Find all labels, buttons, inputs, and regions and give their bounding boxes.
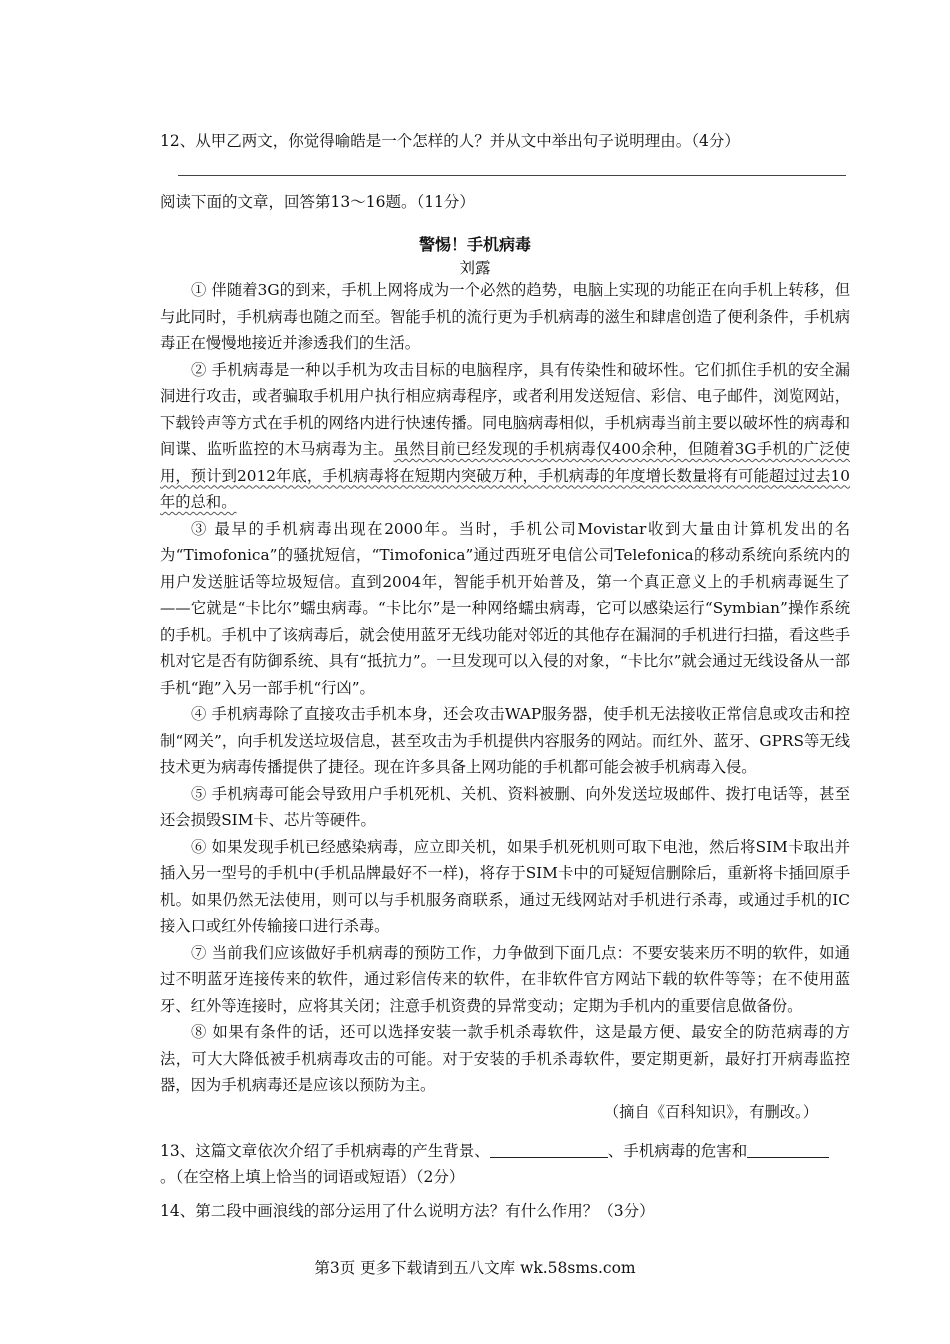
paragraph-4: ④ 手机病毒除了直接攻击手机本身，还会攻击WAP服务器，使手机无法接收正常信息或攻击和控制“网关”，向手机发送垃圾信息，甚至攻击为手机提供内容服务的网站。而红外、蓝牙、GPRS等无线技术更为病毒传播提供了捷径。现在许多具备上网功能的手机都可能会被手机病毒入侵。 — [160, 705, 850, 776]
article-source: （摘自《百科知识》，有删改。） — [603, 1102, 818, 1121]
article-body — [160, 277, 850, 1125]
reading-instructions: 阅读下面的文章，回答第13～16题。（11分） — [160, 193, 475, 211]
question-14: 14、第二段中画浪线的部分运用了什么说明方法？有什么作用？（3分） — [160, 1202, 655, 1220]
article-author: 刘露 — [459, 259, 491, 277]
page-footer: 第3页 更多下载请到五八文库 wk.58sms.com — [314, 1259, 636, 1277]
paragraph-6: ⑥ 如果发现手机已经感染病毒，应立即关机，如果手机死机则可取下电池，然后将SIM卡取出并插入另一型号的手机中(手机品牌最好不一样)，将存于SIM卡中的可疑短信删除后，重新将卡插回原手机。如果仍然无法使用，则可以与手机服务商联系，通过无线网站对手机进行杀毒，或通过手机的IC接入口或红外传输接口进行杀毒。 — [160, 837, 850, 935]
wavy-underlined-text: 虽然目前已经发现的手机病毒仅400余种，但随着3G手机的广泛使用，预计到2012年底，手机病毒将在短期内突破万种，手机病毒的年度增长数量将有可能超过过去10年的总和。 — [160, 440, 850, 511]
fill-blank-2[interactable] — [747, 1143, 829, 1158]
paragraph-2-text: ② 手机病毒是一种以手机为攻击目标的电脑程序，具有传染性和破坏性。它们抓住手机的安全漏洞进行攻击，或者骗取手机用户执行相应病毒程序，或者利用发送短信、彩信、电子邮件，浏览网站，下载铃声等方式在手机的网络内进行快速传播。同电脑病毒相似，手机病毒当前主要以破坏性的病毒和间谍、监听监控的木马病毒为主。 — [160, 360, 850, 458]
question-12: 12、从甲乙两文，你觉得喻皓是一个怎样的人？并从文中举出句子说明理由。（4分） — [160, 132, 740, 150]
answer-line — [178, 175, 846, 176]
q13-text-part2: 、手机病毒的危害和 — [607, 1142, 748, 1160]
question-13 — [160, 1138, 850, 1190]
paragraph-7: ⑦ 当前我们应该做好手机病毒的预防工作，力争做到下面几点：不要安装来历不明的软件，如通过不明蓝牙连接传来的软件，通过彩信传来的软件，在非软件官方网站下载的软件等等；在不使用蓝牙、红外等连接时，应将其关闭；注意手机资费的异常变动；定期为手机内的重要信息做备份。 — [160, 943, 850, 1015]
paragraph-1: ① 伴随着3G的到来，手机上网将成为一个必然的趋势，电脑上实现的功能正在向手机上转移，但与此同时，手机病毒也随之而至。智能手机的流行更为手机病毒的滋生和肆虐创造了便利条件，手机病毒正在慢慢地接近并渗透我们的生活。 — [160, 281, 850, 352]
article-title: 警惕！手机病毒 — [418, 235, 531, 254]
q13-text-part3: 。（在空格上填上恰当的词语或短语）（2分） — [160, 1168, 465, 1186]
paragraph-8: ⑧ 如果有条件的话，还可以选择安装一款手机杀毒软件，这是最方便、最安全的防范病毒的方法，可大大降低被手机病毒攻击的可能。对于安装的手机杀毒软件，要定期更新，最好打开病毒监控器，因为手机病毒还是应该以预防为主。 — [160, 1023, 850, 1094]
q13-text-part1: 13、这篇文章依次介绍了手机病毒的产生背景、 — [160, 1142, 490, 1160]
paragraph-5: ⑤ 手机病毒可能会导致用户手机死机、关机、资料被删、向外发送垃圾邮件、拨打电话等，甚至还会损毁SIM卡、芯片等硬件。 — [160, 784, 850, 829]
paragraph-2 — [160, 357, 850, 516]
fill-blank-1[interactable] — [490, 1143, 608, 1158]
paragraph-3: ③ 最早的手机病毒出现在2000年。当时，手机公司Movistar收到大量由计算机发出的名为“Timofonica”的骚扰短信，“Timofonica”通过西班牙电信公司Telefonica的移动系统向系统内的用户发送脏话等垃圾短信。直到2004年，智能手机开始普及，第一个真正意义上的手机病毒诞生了——它就是“卡比尔”蠕虫病毒。“卡比尔”是一种网络蠕虫病毒，它可以感染运行“Symbian”操作系统的手机。手机中了该病毒后，就会使用蓝牙无线功能对邻近的其他存在漏洞的手机进行扫描，看这些手机对它是否有防御系统、具有“抵抗力”。一旦发现可以入侵的对象，“卡比尔”就会通过无线设备从一部手机“跑”入另一部手机“行凶”。 — [160, 519, 850, 697]
